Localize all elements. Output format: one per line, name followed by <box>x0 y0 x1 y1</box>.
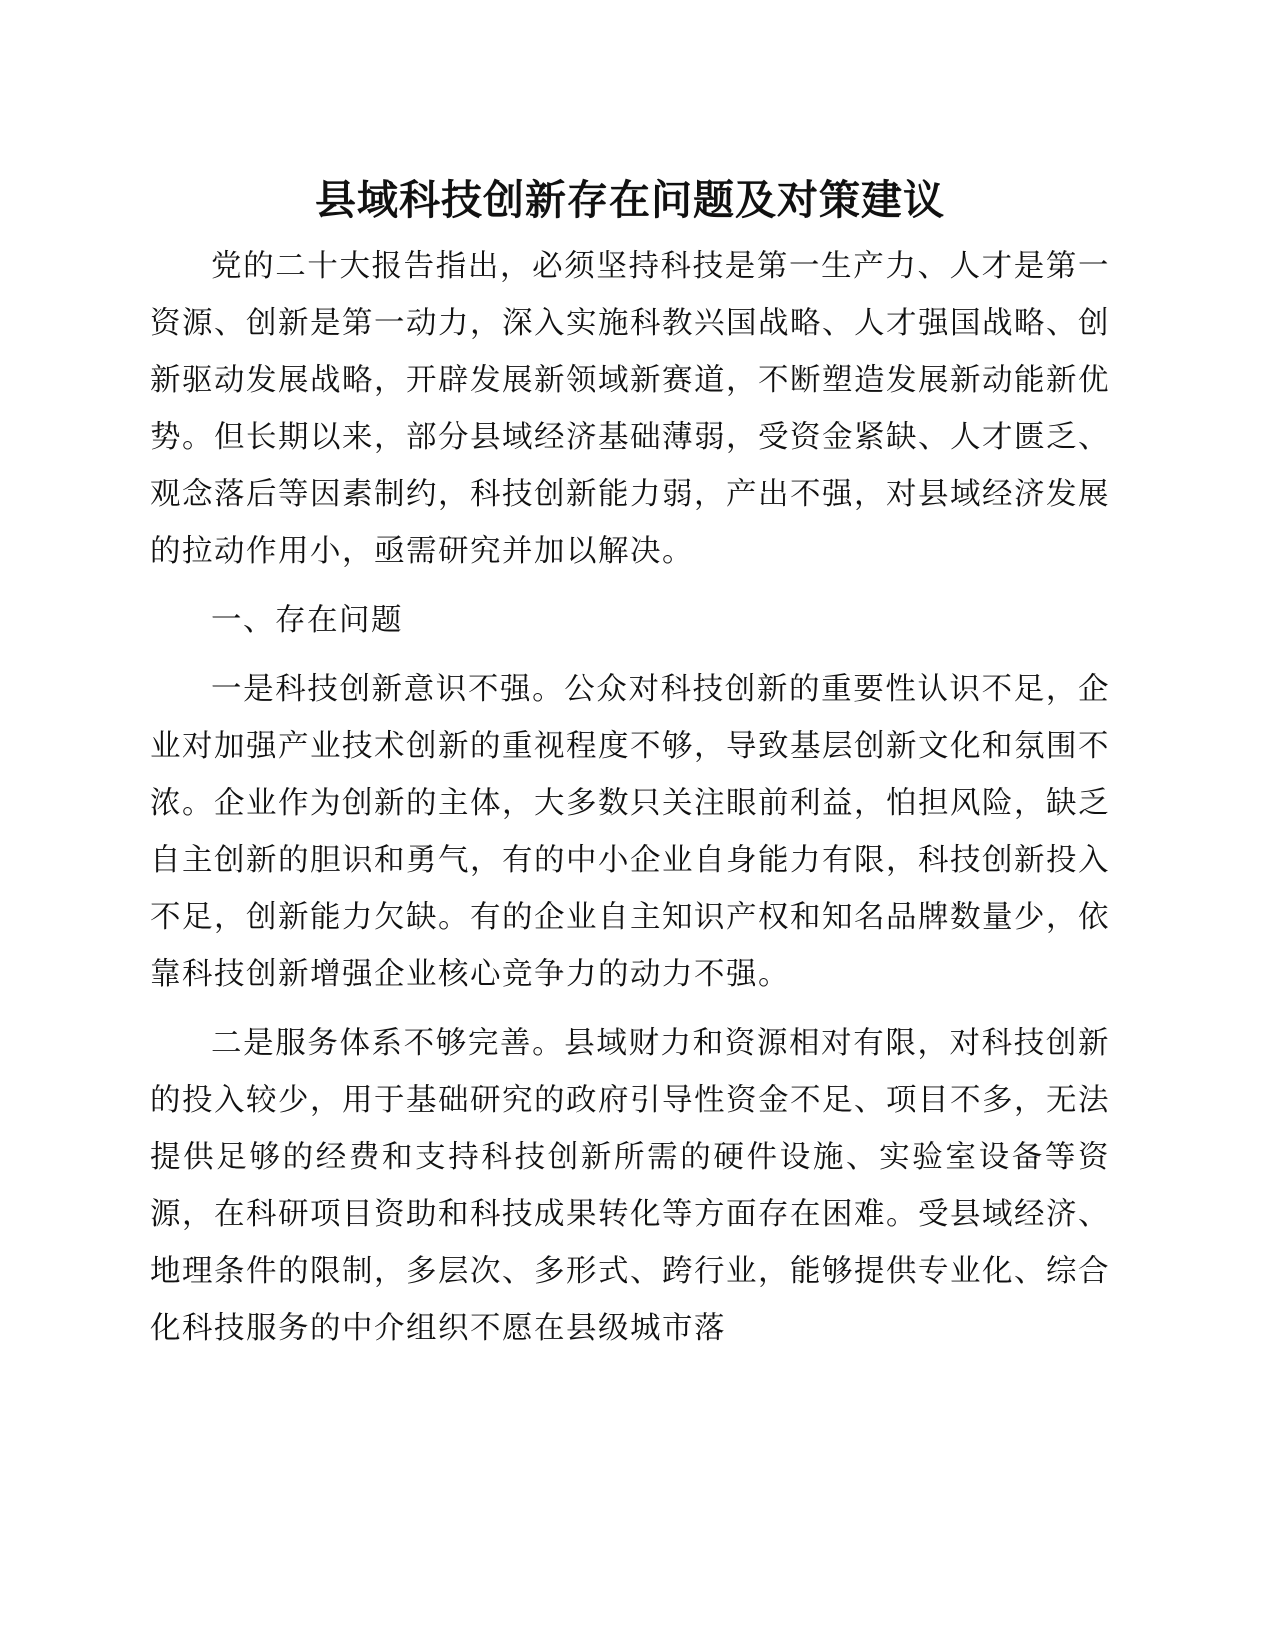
intro-paragraph: 党的二十大报告指出，必须坚持科技是第一生产力、人才是第一资源、创新是第一动力，深入实施科教兴国战略、人才强国战略、创新驱动发展战略，开辟发展新领域新赛道，不断塑造发展新动能新优势。但长期以来，部分县域经济基础薄弱，受资金紧缺、人才匮乏、观念落后等因素制约，科技创新能力弱，产出不强，对县域经济发展的拉动作用小，亟需研究并加以解决。 <box>150 249 1110 569</box>
document-title: 县域科技创新存在问题及对策建议 <box>315 176 945 224</box>
problem-point-2: 二是服务体系不够完善。县域财力和资源相对有限，对科技创新的投入较少，用于基础研究的政府引导性资金不足、项目不多，无法提供足够的经费和支持科技创新所需的硬件设施、实验室设备等资源，在科研项目资助和科技成果转化等方面存在困难。受县域经济、地理条件的限制，多层次、多形式、跨行业，能够提供专业化、综合化科技服务的中介组织不愿在县级城市落 <box>150 1026 1110 1346</box>
section-heading-problems: 一、存在问题 <box>211 603 403 638</box>
problem-point-1: 一是科技创新意识不强。公众对科技创新的重要性认识不足，企业对加强产业技术创新的重视程度不够，导致基层创新文化和氛围不浓。企业作为创新的主体，大多数只关注眼前利益，怕担风险，缺乏自主创新的胆识和勇气，有的中小企业自身能力有限，科技创新投入不足，创新能力欠缺。有的企业自主知识产权和知名品牌数量少，依靠科技创新增强企业核心竞争力的动力不强。 <box>150 672 1110 992</box>
document-page <box>150 170 1110 1369</box>
